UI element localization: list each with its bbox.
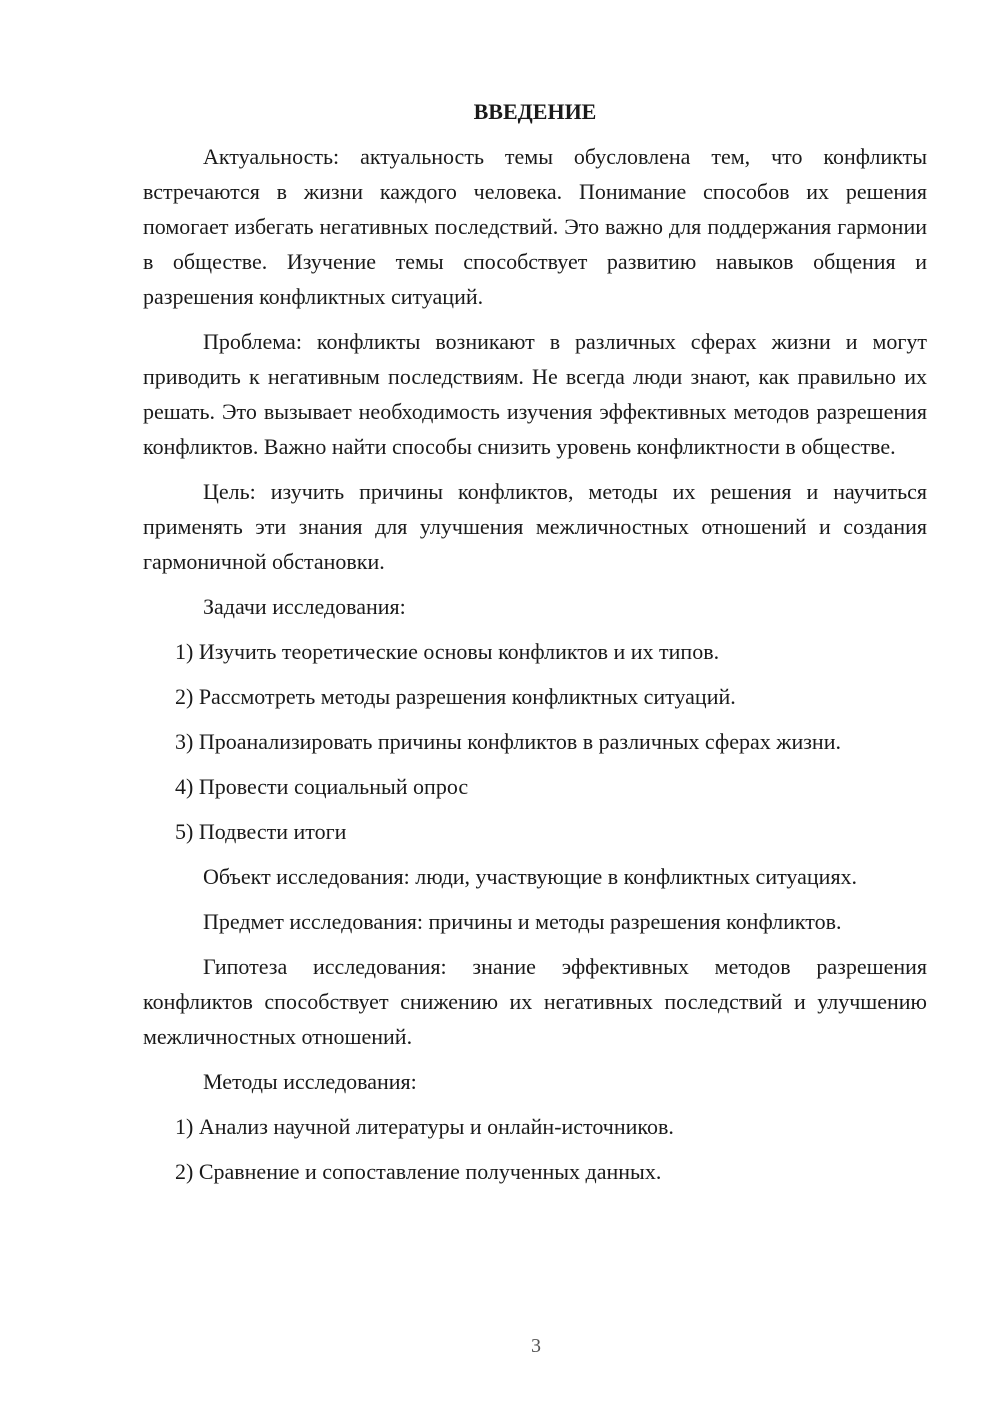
object-paragraph: Объект исследования: люди, участвующие в конфликтных ситуациях. bbox=[203, 864, 858, 889]
methods-heading: Методы исследования: bbox=[203, 1069, 417, 1094]
problem-paragraph: Проблема: конфликты возникают в различных сферах жизни и могут приводить к негативным последствиям. Не всегда люди знают, как правильно их решать. Это вызывает необходимость изучения эффективных методов разрешения конфликтов. Важно найти способы снизить уровень конфликтности в обществе. bbox=[143, 329, 927, 459]
tasks-heading: Задачи исследования: bbox=[203, 594, 406, 619]
page-number: 3 bbox=[531, 1335, 541, 1357]
page-title: ВВЕДЕНИЕ bbox=[473, 99, 597, 124]
task-item-2: 2) Рассмотреть методы разрешения конфликтных ситуаций. bbox=[175, 684, 736, 709]
task-item-5: 5) Подвести итоги bbox=[175, 819, 347, 844]
task-item-1: 1) Изучить теоретические основы конфликтов и их типов. bbox=[175, 639, 720, 664]
task-item-3: 3) Проанализировать причины конфликтов в различных сферах жизни. bbox=[175, 729, 841, 754]
relevance-paragraph: Актуальность: актуальность темы обусловлена тем, что конфликты встречаются в жизни каждого человека. Понимание способов их решения помогает избегать негативных последствий. Это важно для поддержания гармонии в обществе. Изучение темы способствует развитию навыков общения и разрешения конфликтных ситуаций. bbox=[143, 144, 927, 309]
method-item-2: 2) Сравнение и сопоставление полученных данных. bbox=[175, 1159, 662, 1184]
goal-paragraph: Цель: изучить причины конфликтов, методы их решения и научиться применять эти знания для улучшения межличностных отношений и создания гармоничной обстановки. bbox=[143, 479, 927, 574]
document-body bbox=[143, 94, 927, 1199]
subject-paragraph: Предмет исследования: причины и методы разрешения конфликтов. bbox=[203, 909, 842, 934]
hypothesis-paragraph: Гипотеза исследования: знание эффективных методов разрешения конфликтов способствует снижению их негативных последствий и улучшению межличностных отношений. bbox=[143, 954, 927, 1049]
method-item-1: 1) Анализ научной литературы и онлайн-источников. bbox=[175, 1114, 674, 1139]
task-item-4: 4) Провести социальный опрос bbox=[175, 774, 469, 799]
